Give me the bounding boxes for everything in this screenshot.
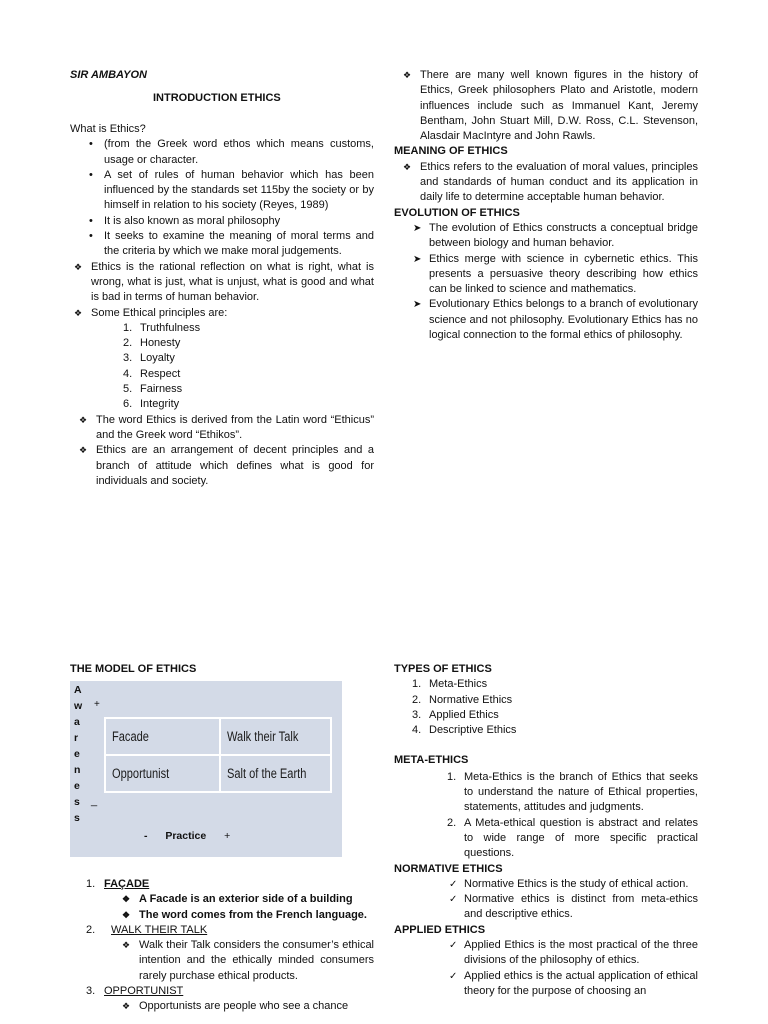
item-title: WALK THEIR TALK (111, 923, 208, 936)
model-heading: THE MODEL OF ETHICS (70, 663, 197, 675)
list-item: 3. OPPORTUNIST (86, 985, 184, 998)
model-grid (104, 717, 332, 793)
document-title: INTRODUCTION ETHICS (153, 92, 281, 104)
list-item: 4. Descriptive Ethics (412, 724, 517, 737)
arrow-item: ➤ The evolution of Ethics constructs a conceptual bridge between biology and human behavior. (413, 221, 698, 250)
round-bullet-icon: • (89, 138, 93, 151)
diamond-item (70, 413, 374, 444)
item-title: OPPORTUNIST (104, 985, 184, 998)
practice-axis: - Practice + (144, 830, 231, 842)
round-bullet-icon: • (89, 168, 93, 181)
bullet-text: It is also known as moral philosophy (104, 214, 281, 227)
diamond-bullet-icon: ❖ (122, 940, 131, 951)
applied-ethics-heading: APPLIED ETHICS (394, 923, 486, 936)
diamond-item (70, 443, 374, 489)
diamond-item: ❖ Opportunists are people who see a chance (86, 999, 374, 1014)
check-item: ✓ Applied ethics is the actual application of ethical theory for the purpose of choosing an (449, 969, 698, 997)
bullet-item (70, 168, 374, 214)
awareness-plus: + (94, 699, 100, 710)
diamond-bullet-icon: ❖ (403, 70, 412, 80)
arrowhead-bullet-icon: ➤ (413, 299, 422, 311)
diamond-text: Ethics is the rational reflection on what is right, what is wrong, what is just, what is unjust, what is good and what is bad in terms of human behavior. (91, 260, 374, 304)
diamond-bullet-icon: ❖ (79, 414, 88, 425)
diamond-text: Some Ethical principles are: (91, 306, 228, 319)
list-item: 1. Meta-Ethics (412, 678, 488, 691)
header-author: SIR AMBAYON (70, 69, 147, 81)
item-title: FAÇADE (104, 878, 150, 890)
diamond-bullet-icon: ❖ (74, 307, 83, 318)
diamond-bullet-icon: ❖ (122, 1001, 131, 1012)
checkmark-icon: ✓ (449, 894, 458, 906)
diamond-item (70, 260, 374, 306)
list-item: 2. Normative Ethics (412, 693, 513, 706)
model-items (86, 877, 374, 1015)
list-item: 4. Respect (123, 367, 181, 380)
bullet-text: It seeks to examine the meaning of moral terms and the criteria by which we make moral judgements. (104, 230, 374, 258)
check-item: ✓ Normative ethics is distinct from meta-ethics and descriptive ethics. (449, 893, 698, 921)
diamond-text: Ethics refers to the evaluation of moral values, principles and standards of human conduct and its application in daily life to determine acceptable human behavior. (420, 160, 698, 204)
diamond-bullet-icon: ❖ (122, 909, 131, 920)
types-list (394, 677, 698, 738)
list-item: 3. Loyalty (123, 352, 175, 365)
check-item: ✓ Applied Ethics is the most practical of the three divisions of the philosophy of ethics. (449, 939, 698, 967)
diamond-item: ❖ Walk their Talk considers the consumer’s ethical intention and the ethically minded consumers rarely purchase ethical products. (122, 939, 374, 982)
list-item: 1. Meta-Ethics is the branch of Ethics that seeks to understand the nature of Ethical properties, statements, attitudes and judgments. (447, 770, 698, 814)
bullet-item (70, 229, 374, 260)
cell-salt-of-the-earth: Salt of the Earth (220, 755, 331, 792)
awareness-minus: _ (91, 795, 98, 807)
list-item: 3. Applied Ethics (412, 708, 499, 721)
bullet-text: (from the Greek word ethos which means customs, usage or character. (104, 138, 374, 166)
meaning-heading: MEANING OF ETHICS (394, 145, 508, 158)
diamond-text: The word Ethics is derived from the Latin word “Ethicus” and the Greek word “Ethikos”. (96, 413, 374, 441)
checkmark-icon: ✓ (449, 878, 458, 890)
diamond-item (394, 68, 698, 144)
diamond-bullet-icon: ❖ (403, 161, 412, 172)
question-heading: What is Ethics? (70, 123, 146, 135)
diamond-bullet-icon: ❖ (79, 445, 88, 456)
arrow-item: ➤ Ethics merge with science in cybernetic ethics. This presents a persuasive theory describing how ethics can be linked to science and mathematics. (413, 252, 698, 296)
list-item: 6. Integrity (123, 398, 180, 411)
list-item: 5. Fairness (123, 383, 183, 396)
evolution-heading: EVOLUTION OF ETHICS (394, 206, 520, 219)
list-item: 2. A Meta-ethical question is abstract and relates to wide range of more specific practical questions. (447, 816, 698, 860)
diamond-bullet-icon: ❖ (122, 894, 131, 905)
meta-ethics-heading: META-ETHICS (394, 754, 469, 767)
bullet-item (70, 214, 374, 229)
diamond-item: ❖ A Facade is an exterior side of a building (86, 892, 374, 907)
types-section (394, 662, 698, 999)
principles-list (70, 321, 374, 413)
cell-facade: Facade (105, 718, 220, 755)
list-item: 2. Honesty (123, 337, 181, 350)
bullet-item (70, 137, 374, 168)
model-diagram: A w a r e n e s s + _ Facade Walk their Talk Opportunist Salt of the Earth - Practice + (70, 681, 342, 857)
arrowhead-bullet-icon: ➤ (413, 222, 422, 234)
cell-walk-their-talk: Walk their Talk (220, 718, 331, 755)
types-heading: TYPES OF ETHICS (394, 663, 492, 675)
list-item: 2. WALK THEIR TALK (86, 923, 208, 936)
diamond-item (394, 160, 698, 206)
normative-ethics-heading: NORMATIVE ETHICS (394, 862, 503, 875)
bullet-text: A set of rules of human behavior which has been influenced by the standards set 115by the society or by himself in relation to his society (Reyes, 1989) (104, 168, 374, 212)
check-item: ✓ Normative Ethics is the study of ethical action. (394, 877, 698, 892)
round-bullet-icon: • (89, 230, 93, 243)
cell-opportunist: Opportunist (105, 755, 220, 792)
diamond-text: Ethics are an arrangement of decent principles and a branch of attitude which defines what is good for individuals and society. (96, 444, 374, 487)
diamond-text: There are many well known figures in the history of Ethics, Greek philosophers Plato and Aristotle, modern influences include such as Immanuel Kant, Jeremy Bentham, John Stuart Mill, D.W. Ross, C.L. Stevenson, Alasdair MacIntyre and John Rawls. (420, 69, 698, 143)
diamond-bullet-icon: ❖ (74, 261, 83, 272)
what-is-ethics-section (70, 122, 374, 489)
round-bullet-icon: • (89, 214, 93, 227)
diamond-item (70, 306, 374, 321)
arrow-item: ➤ Evolutionary Ethics belongs to a branch of evolutionary science and not philosophy. Evolutionary Ethics has no logical connection to the formal ethics of philosophy. (413, 298, 698, 342)
list-item: 1. Truthfulness (123, 321, 201, 334)
arrowhead-bullet-icon: ➤ (413, 253, 422, 265)
checkmark-icon: ✓ (449, 940, 458, 952)
diamond-item: ❖ The word comes from the French language. (86, 908, 374, 923)
right-top-section (394, 68, 698, 343)
list-item: 1. FAÇADE (86, 878, 150, 890)
checkmark-icon: ✓ (449, 970, 458, 982)
